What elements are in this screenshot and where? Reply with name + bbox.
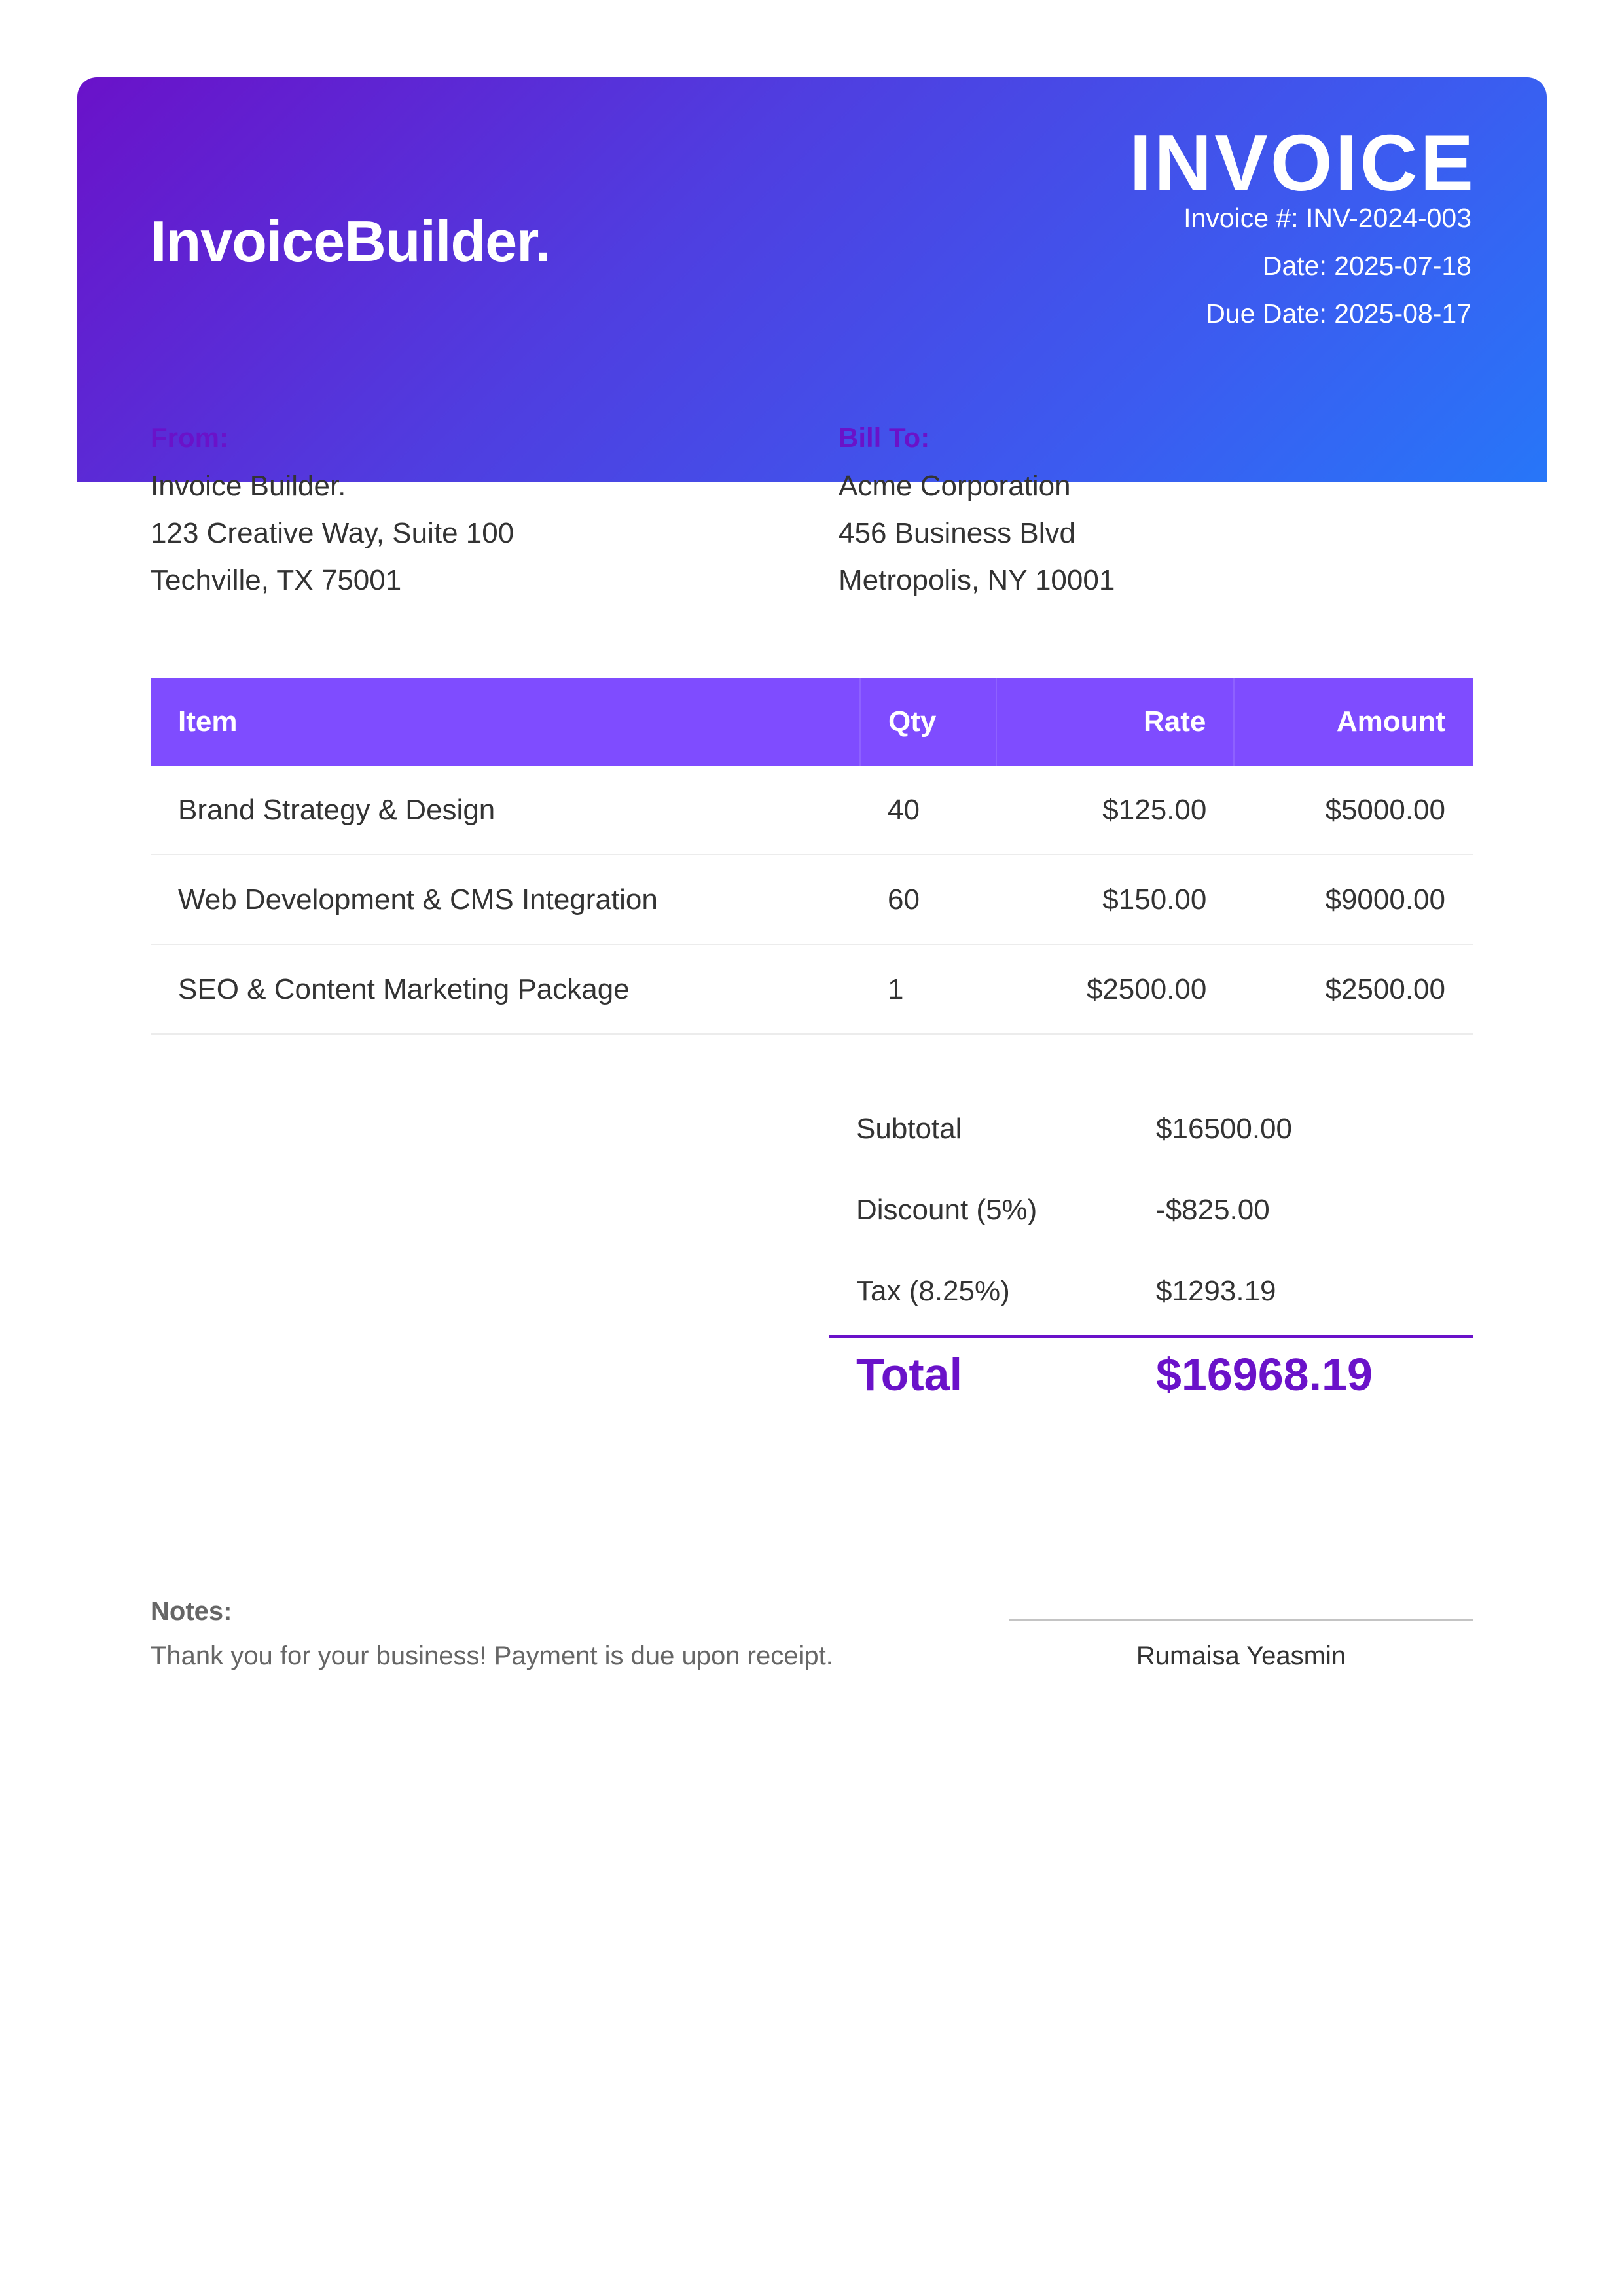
item-amount: $2500.00 bbox=[1234, 944, 1473, 1034]
total-value: $16968.19 bbox=[1156, 1349, 1373, 1400]
brand-logo-text: InvoiceBuilder. bbox=[151, 209, 550, 274]
item-description: SEO & Content Marketing Package bbox=[151, 944, 860, 1034]
item-qty: 60 bbox=[860, 855, 996, 944]
from-city: Techville, TX 75001 bbox=[151, 564, 402, 596]
item-amount: $9000.00 bbox=[1234, 855, 1473, 944]
table-header-row bbox=[151, 678, 1473, 766]
subtotal-label: Subtotal bbox=[856, 1113, 962, 1145]
item-description: Brand Strategy & Design bbox=[151, 766, 860, 855]
table-row bbox=[151, 766, 1473, 855]
invoice-header-banner bbox=[77, 77, 1547, 482]
invoice-number: Invoice #: INV-2024-003 bbox=[1183, 203, 1471, 233]
discount-value: -$825.00 bbox=[1156, 1194, 1270, 1226]
column-header-amount: Amount bbox=[1234, 678, 1473, 766]
item-description: Web Development & CMS Integration bbox=[151, 855, 860, 944]
tax-label: Tax (8.25%) bbox=[856, 1275, 1010, 1307]
column-header-qty: Qty bbox=[860, 678, 996, 766]
total-divider bbox=[829, 1335, 1473, 1338]
signature-name: Rumaisa Yeasmin bbox=[1136, 1641, 1346, 1670]
column-header-item: Item bbox=[151, 678, 860, 766]
signature-line bbox=[1009, 1619, 1473, 1621]
item-rate: $2500.00 bbox=[996, 944, 1235, 1034]
table-row bbox=[151, 855, 1473, 944]
table-row bbox=[151, 944, 1473, 1034]
invoice-date: Date: 2025-07-18 bbox=[1262, 251, 1471, 281]
item-rate: $150.00 bbox=[996, 855, 1235, 944]
item-amount: $5000.00 bbox=[1234, 766, 1473, 855]
notes-label: Notes: bbox=[151, 1597, 232, 1626]
discount-label: Discount (5%) bbox=[856, 1194, 1038, 1226]
invoice-due-date: Due Date: 2025-08-17 bbox=[1206, 298, 1471, 329]
item-rate: $125.00 bbox=[996, 766, 1235, 855]
from-name: Invoice Builder. bbox=[151, 470, 346, 502]
column-header-rate: Rate bbox=[996, 678, 1235, 766]
item-qty: 40 bbox=[860, 766, 996, 855]
invoice-title: INVOICE bbox=[1129, 118, 1476, 207]
from-street: 123 Creative Way, Suite 100 bbox=[151, 517, 514, 549]
item-qty: 1 bbox=[860, 944, 996, 1034]
bill-to-street: 456 Business Blvd bbox=[839, 517, 1075, 549]
bill-to-city: Metropolis, NY 10001 bbox=[839, 564, 1115, 596]
subtotal-value: $16500.00 bbox=[1156, 1113, 1292, 1145]
from-label: From: bbox=[151, 422, 228, 453]
bill-to-name: Acme Corporation bbox=[839, 470, 1071, 502]
notes-text: Thank you for your business! Payment is due upon receipt. bbox=[151, 1641, 833, 1670]
tax-value: $1293.19 bbox=[1156, 1275, 1276, 1307]
bill-to-label: Bill To: bbox=[839, 422, 930, 453]
line-items-table bbox=[151, 678, 1473, 1035]
total-label: Total bbox=[856, 1349, 963, 1400]
